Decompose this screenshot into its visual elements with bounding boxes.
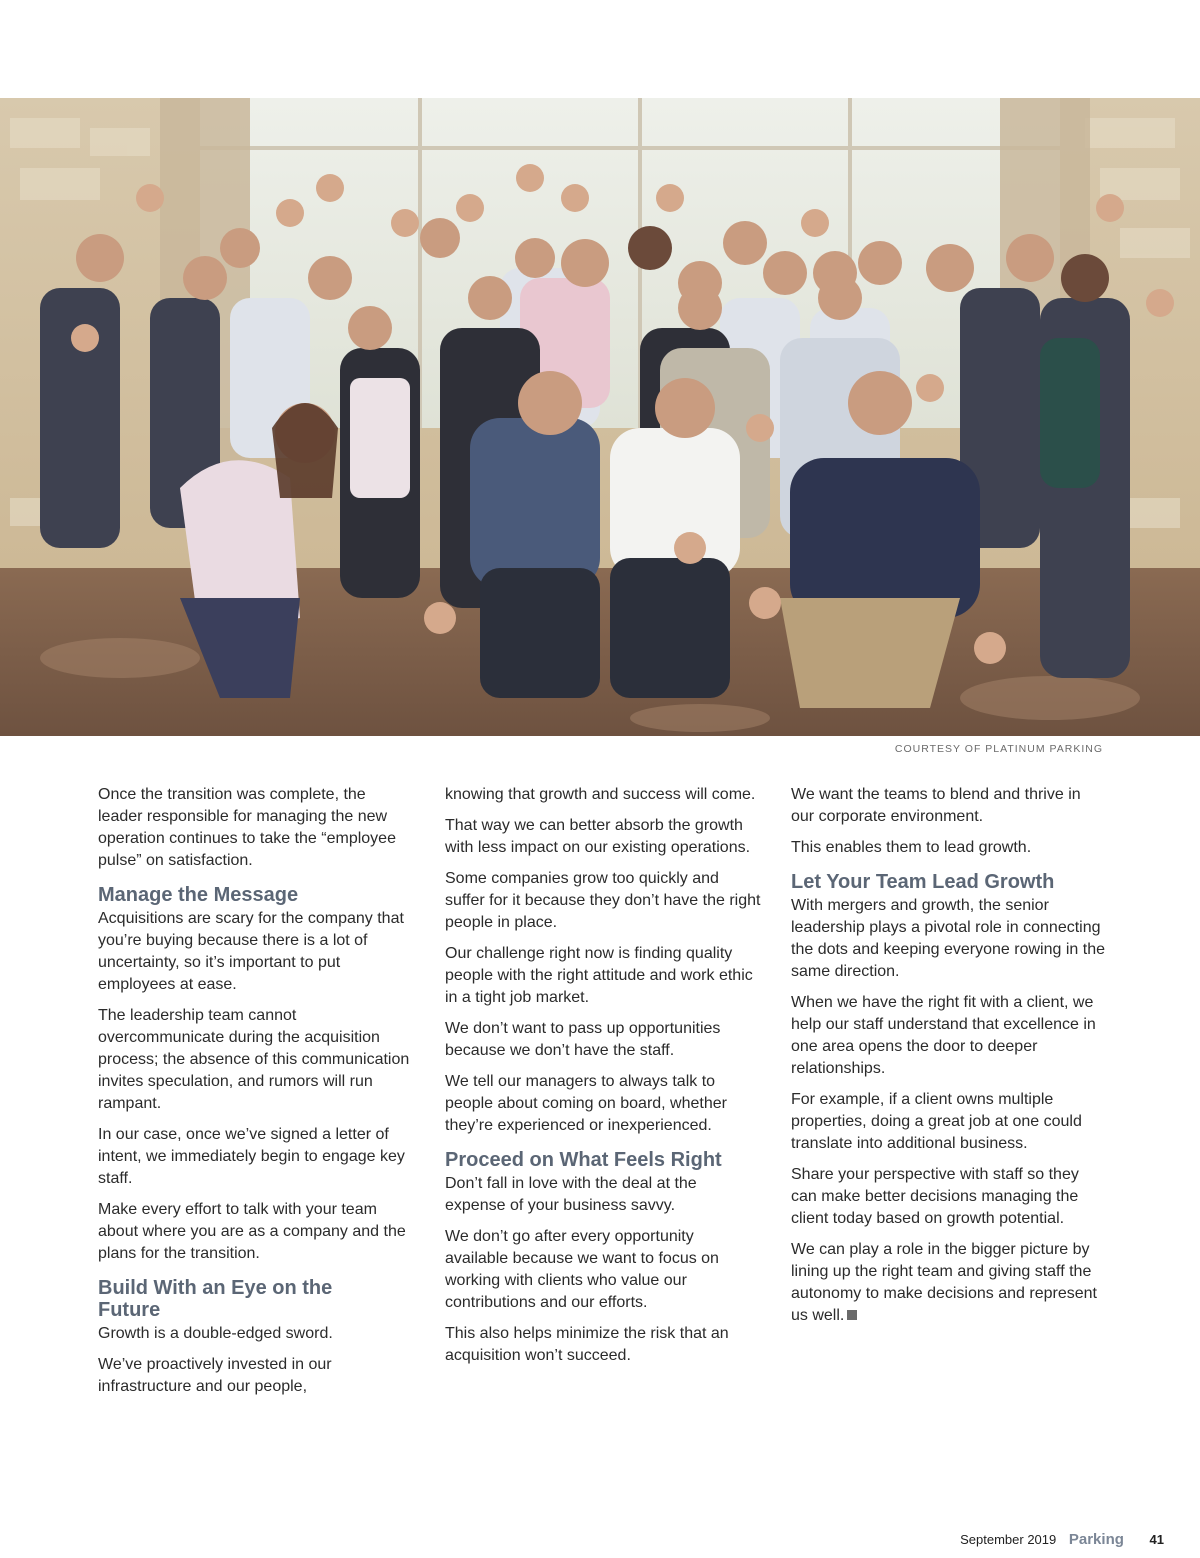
column-1 (98, 784, 414, 1407)
magazine-name: Parking (1068, 1531, 1124, 1548)
paragraph: Growth is a double-edged sword. (98, 1325, 333, 1342)
final-paragraph (791, 1239, 1107, 1327)
paragraph: We don’t go after every opportunity available because we want to focus on working with clients who value our contributions and our efforts. (445, 1228, 719, 1311)
paragraph: Share your perspective with staff so they can make better decisions managing the client today based on growth potential. (791, 1166, 1079, 1227)
paragraph: Once the transition was complete, the leader responsible for managing the new operation continues to take the “employee pulse” on satisfaction. (98, 786, 396, 869)
column-2 (445, 784, 761, 1376)
paragraph: Make every effort to talk with your team about where you are as a company and the plans for the transition. (98, 1201, 406, 1262)
paragraph: For example, if a client owns multiple properties, doing a great job at one could translate into additional business. (791, 1091, 1082, 1152)
paragraph: In our case, once we’ve signed a letter of intent, we immediately begin to engage key staff. (98, 1126, 405, 1187)
paragraph: That way we can better absorb the growth with less impact on our existing operations. (445, 817, 751, 856)
group-photo (0, 98, 1200, 736)
end-square-icon (847, 1310, 857, 1320)
section-heading: Proceed on What Feels Right (445, 1149, 722, 1171)
paragraph: With mergers and growth, the senior leadership plays a pivotal role in connecting the dots and keeping everyone rowing in the same direction. (791, 897, 1105, 980)
section-heading: Let Your Team Lead Growth (791, 871, 1055, 893)
paragraph: knowing that growth and success will come. (445, 786, 756, 803)
page-footer (960, 1531, 1164, 1548)
section-heading: Manage the Message (98, 884, 299, 906)
paragraph: This enables them to lead growth. (791, 839, 1032, 856)
paragraph: Our challenge right now is finding quality people with the right attitude and work ethic in a tight job market. (445, 945, 753, 1006)
paragraph: When we have the right fit with a client, we help our staff understand that excellence in one area opens the door to deeper relationships. (791, 994, 1096, 1077)
photo-credit: COURTESY OF PLATINUM PARKING (894, 743, 1103, 755)
paragraph-text: We can play a role in the bigger picture by lining up the right team and giving staff the autonomy to make decisions and represent us well. (791, 1241, 1097, 1324)
paragraph: Acquisitions are scary for the company that you’re buying because there is a lot of uncertainty, so it’s important to put employees at ease. (98, 910, 404, 993)
paragraph: The leadership team cannot overcommunicate during the acquisition process; the absence of this communication invites speculation, and rumors will run rampant. (98, 1007, 410, 1112)
page-number: 41 (1149, 1532, 1164, 1547)
paragraph: We want the teams to blend and thrive in our corporate environment. (791, 786, 1081, 825)
paragraph: This also helps minimize the risk that an acquisition won’t succeed. (445, 1325, 729, 1364)
paragraph: Don’t fall in love with the deal at the expense of your business savvy. (445, 1175, 697, 1214)
paragraph: We’ve proactively invested in our infrastructure and our people, (98, 1356, 332, 1395)
section-heading: Build With an Eye on the Future (98, 1277, 333, 1321)
paragraph: We tell our managers to always talk to people about coming on board, whether they’re experienced or inexperienced. (445, 1073, 727, 1134)
issue-date: September 2019 (960, 1532, 1057, 1547)
paragraph: We don’t want to pass up opportunities because we don’t have the staff. (445, 1020, 721, 1059)
group-photo-image (0, 98, 1200, 736)
paragraph: Some companies grow too quickly and suffer for it because they don’t have the right people in place. (445, 870, 761, 931)
column-3 (791, 784, 1107, 1336)
